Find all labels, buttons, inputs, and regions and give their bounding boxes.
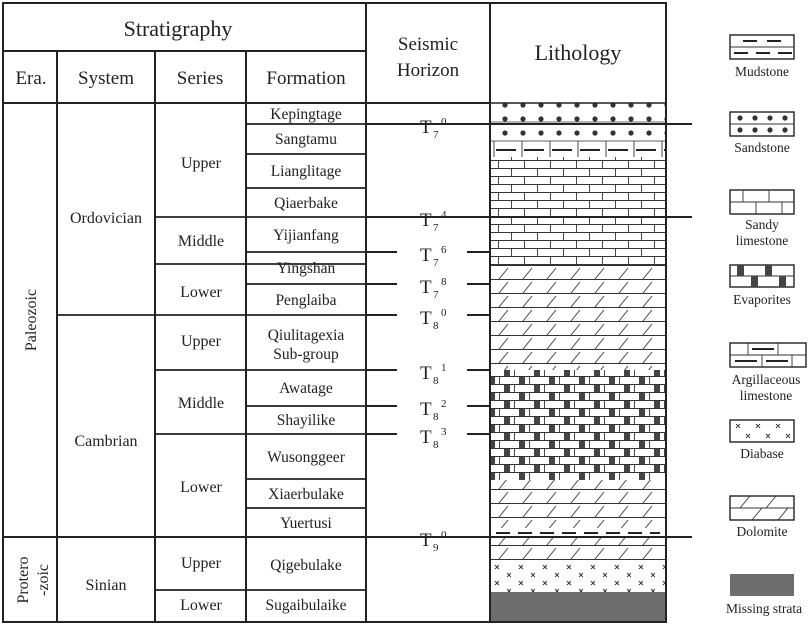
svg-text:8: 8 [433, 439, 439, 451]
svg-text:8: 8 [441, 276, 447, 288]
svg-text:7: 7 [433, 289, 439, 301]
formation-qiulitagexia: Qiulitagexia [267, 327, 345, 344]
header-era: Era. [15, 68, 47, 89]
series-ord-middle: Middle [177, 233, 225, 250]
series-sin-lower: Lower [180, 597, 222, 614]
header-lithology: Lithology [534, 40, 622, 65]
header-seismic-line1: Seismic [397, 34, 459, 55]
system-ordovician: Ordovician [70, 210, 142, 227]
svg-text:7: 7 [433, 222, 439, 234]
legend-sandy-limestone [730, 190, 794, 248]
formation-yuertusi: Yuertusi [280, 515, 332, 532]
svg-text:T: T [420, 399, 432, 420]
svg-text:T: T [420, 427, 432, 448]
series-sin-upper: Upper [181, 555, 221, 572]
svg-text:6: 6 [441, 244, 447, 256]
era-proterozoic-line2: -zoic [35, 564, 52, 596]
horizon-label-t9-0 [420, 529, 447, 554]
legend-missing-strata [726, 574, 802, 616]
horizon-label-t8-2 [420, 398, 447, 423]
legend-evaporites-label: Evaporites [733, 292, 791, 307]
era-proterozoic-line1: Protero [15, 556, 32, 604]
series-ord-lower: Lower [180, 284, 222, 301]
svg-text:9: 9 [433, 542, 439, 554]
formation-yijianfang: Yijianfang [273, 227, 339, 244]
svg-text:T: T [420, 530, 432, 551]
svg-text:4: 4 [441, 209, 447, 221]
legend-dolomite [730, 496, 794, 539]
litho-dolomite-upper [491, 265, 665, 370]
formation-awatage: Awatage [279, 380, 333, 397]
legend-sandy-label2: limestone [735, 233, 789, 248]
header-formation: Formation [266, 68, 346, 89]
svg-text:T: T [420, 277, 432, 298]
legend-argillaceous-label2: limestone [739, 388, 793, 403]
formation-wusonggeer: Wusonggeer [267, 449, 345, 466]
svg-text:T: T [420, 117, 432, 138]
svg-text:0: 0 [441, 116, 447, 128]
litho-sandy-limestone [491, 157, 665, 265]
svg-text:3: 3 [441, 426, 447, 438]
legend-dolomite-label: Dolomite [736, 524, 788, 539]
legend-diabase-swatch [730, 420, 794, 442]
horizon-label-t7-4 [420, 209, 447, 234]
svg-text:7: 7 [433, 129, 439, 141]
system-sinian: Sinian [85, 577, 127, 594]
legend-diabase-label: Diabase [740, 446, 784, 461]
formation-yingshan: Yingshan [276, 260, 336, 277]
legend-sandstone-label: Sandstone [734, 140, 790, 155]
header-seismic-line2: Horizon [396, 60, 460, 81]
header-system: System [78, 68, 134, 89]
horizon-label-t7-0 [420, 116, 447, 141]
horizon-label-t7-6 [420, 244, 447, 269]
legend-diabase [730, 420, 794, 461]
horizon-label-t8-1 [420, 362, 447, 387]
litho-dolomite-sinian [491, 538, 665, 562]
series-ord-upper: Upper [181, 155, 221, 172]
horizon-label-t8-0 [420, 307, 447, 332]
svg-text:1: 1 [441, 362, 447, 374]
svg-text:8: 8 [433, 411, 439, 423]
litho-evaporites [491, 370, 665, 480]
litho-argillaceous-limestone [491, 141, 665, 157]
formation-xiaerbulake: Xiaerbulake [268, 486, 344, 503]
svg-text:8: 8 [433, 375, 439, 387]
legend-mudstone-label: Mudstone [735, 64, 789, 79]
formation-sugaibulaike: Sugaibulaike [265, 597, 347, 614]
horizon-label-t8-3 [420, 426, 447, 451]
lithology-column [491, 103, 665, 622]
header-stratigraphy: Stratigraphy [123, 16, 233, 41]
svg-text:T: T [420, 308, 432, 329]
svg-text:2: 2 [441, 398, 447, 410]
horizon-label-t7-8 [420, 276, 447, 301]
litho-diabase [491, 562, 665, 592]
header-series: Series [176, 68, 224, 89]
legend-sandy-label1: Sandy [745, 217, 779, 232]
formation-shayilike: Shayilike [276, 412, 336, 429]
legend-mudstone [730, 35, 794, 79]
svg-text:0: 0 [441, 307, 447, 319]
series-cam-upper: Upper [181, 333, 221, 350]
svg-text:T: T [420, 245, 432, 266]
series-cam-middle: Middle [177, 395, 225, 412]
legend-missing-swatch [730, 574, 794, 596]
litho-dolomite-lower [491, 480, 665, 528]
svg-text:T: T [420, 363, 432, 384]
formation-sangtamu: Sangtamu [275, 131, 337, 148]
legend-missing-label: Missing strata [725, 601, 803, 616]
system-cambrian: Cambrian [74, 433, 138, 450]
legend-argillaceous-limestone [730, 343, 806, 403]
formation-subgroup: Sub-group [273, 346, 339, 363]
formation-qiaerbake: Qiaerbake [274, 195, 338, 212]
formation-kepingtage: Kepingtage [270, 106, 342, 123]
formation-penglaiba: Penglaiba [275, 292, 337, 309]
era-paleozoic: Paleozoic [23, 288, 40, 352]
legend-sandstone [730, 112, 794, 155]
litho-missing-strata [491, 592, 665, 622]
svg-text:T: T [420, 210, 432, 231]
legend-argillaceous-label1: Argillaceous [731, 372, 801, 387]
formation-qigebulake: Qigebulake [270, 557, 342, 574]
svg-text:7: 7 [433, 257, 439, 269]
svg-text:8: 8 [433, 320, 439, 332]
formation-lianglitage: Lianglitage [270, 163, 342, 180]
legend [726, 35, 806, 616]
svg-text:0: 0 [441, 529, 447, 541]
legend-evaporites [730, 265, 794, 307]
series-cam-lower: Lower [180, 479, 222, 496]
